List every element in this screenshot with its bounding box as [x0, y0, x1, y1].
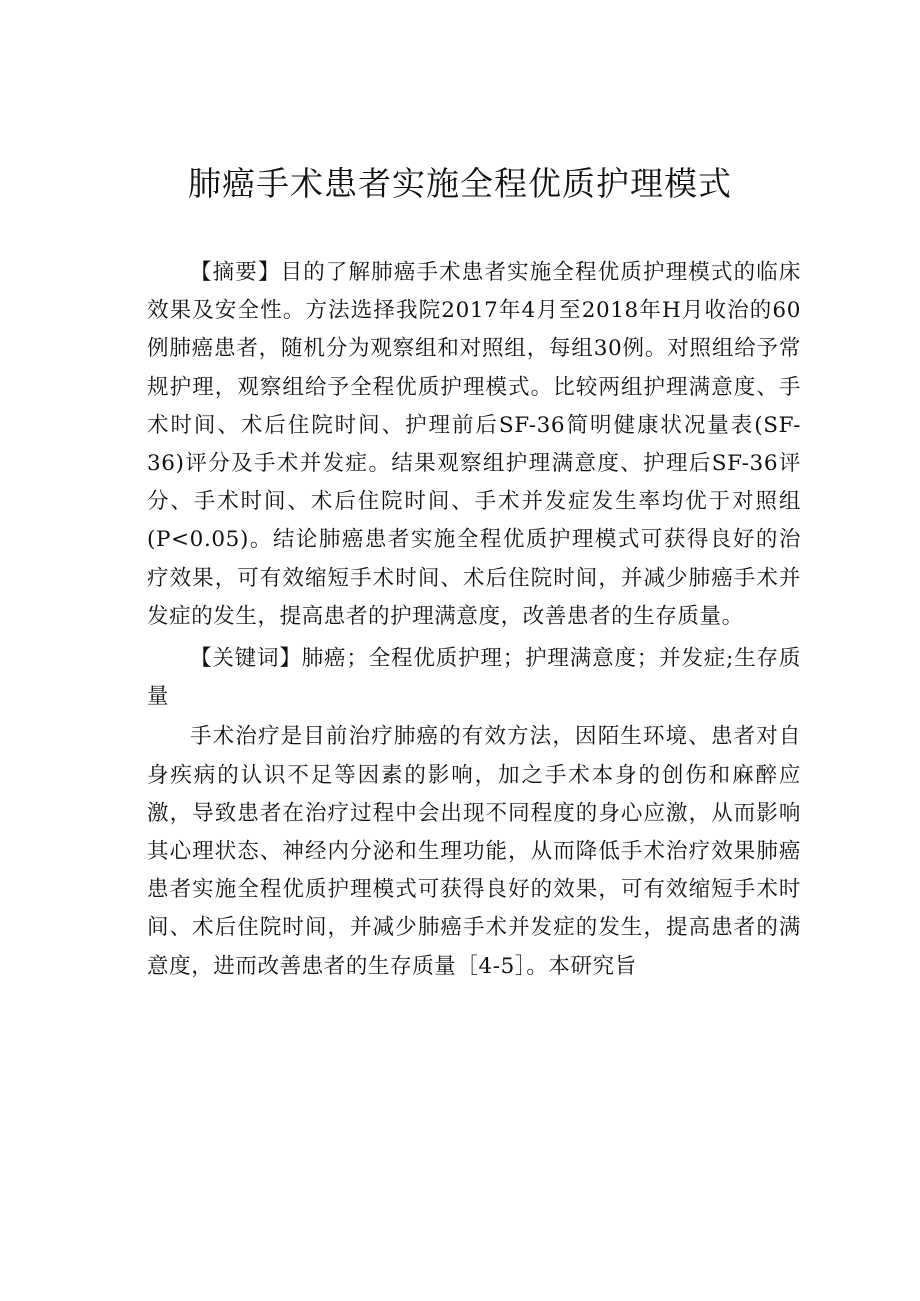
- intro-text: 手术治疗是目前治疗肺癌的有效方法，因陌生环境、患者对自身疾病的认识不足等因素的影响，加之手术本身的创伤和麻醉应激，导致患者在治疗过程中会出现不同程度的身心应激，从而影响其心理状态、神经内分泌和生理功能，从而降低手术治疗效果肺癌患者实施全程优质护理模式可获得良好的效果，可有效缩短手术时间、术后住院时间，并减少肺癌手术并发症的发生，提高患者的满意度，进而改善患者的生存质量［4-5］。本研究旨: [147, 724, 801, 979]
- abstract-label: 【摘要】: [190, 260, 281, 285]
- keywords-label: 【关键词】: [190, 646, 302, 672]
- keywords-text: 肺癌；全程优质护理；护理满意度；并发症;生存质量: [147, 646, 801, 710]
- document-body: [147, 254, 801, 986]
- intro-paragraph: [147, 718, 801, 985]
- abstract-text: 目的了解肺癌手术患者实施全程优质护理模式的临床效果及安全性。方法选择我院2017年4月至2018年H月收治的60例肺癌患者，随机分为观察组和对照组，每组30例。对照组给予常规护理，观察组给予全程优质护理模式。比较两组护理满意度、手术时间、术后住院时间、护理前后SF-36简明健康状况量表(SF-36)评分及手术并发症。结果观察组护理满意度、护理后SF-36评分、手术时间、术后住院时间、手术并发症发生率均优于对照组(P<0.05)。结论肺癌患者实施全程优质护理模式可获得良好的治疗效果，可有效缩短手术时间、术后住院时间，并减少肺癌手术并发症的发生，提高患者的护理满意度，改善患者的生存质量。: [147, 260, 801, 629]
- document-title: 肺癌手术患者实施全程优质护理模式: [188, 164, 732, 203]
- abstract-paragraph: [147, 254, 801, 636]
- keywords-paragraph: [147, 640, 801, 716]
